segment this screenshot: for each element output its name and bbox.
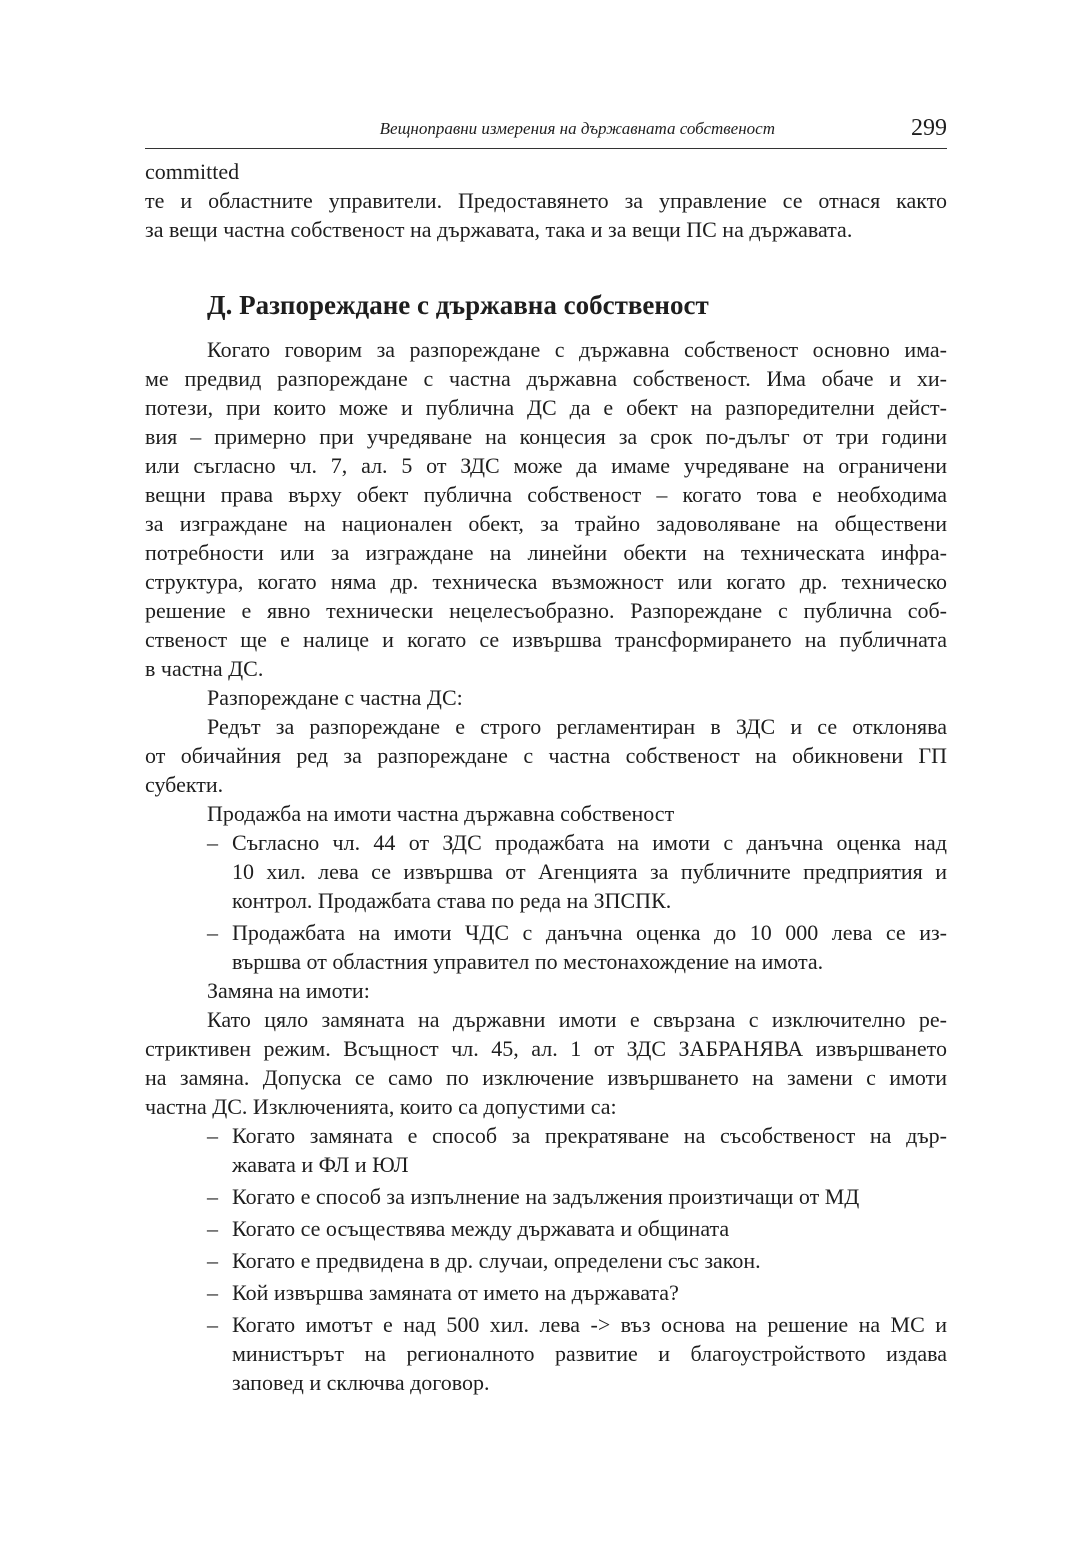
paragraph-line: потези, при които може и публична ДС да е обект на разпоредителни дейст- (145, 395, 947, 420)
paragraph-line: от обичайния ред за разпореждане с частна собственост на обикновени ГП (145, 743, 947, 768)
paragraph-line: или съгласно чл. 7, ал. 5 от ЗДС може да имаме учредяване на ограничени (145, 453, 947, 478)
bullet-line: – Съгласно чл. 44 от ЗДС продажбата на имоти с данъчна оценка над (207, 830, 947, 855)
subheading-exchange: Замяна на имоти: (207, 978, 370, 1003)
paragraph-line: частна ДС. Изключенията, които са допустими са: (145, 1094, 617, 1119)
bullet-dash: – (207, 1248, 218, 1273)
bullet-dash: – (207, 1280, 218, 1305)
bullet-line: – Когато е способ за изпълнение на задължения произтичащи от МД (207, 1184, 860, 1209)
intro-line: за вещи частна собственост на държавата, така и за вещи ПС на държавата. (145, 217, 853, 242)
bullet-line: контрол. Продажбата става по реда на ЗПСПК. (232, 888, 672, 913)
paragraph-line: в частна ДС. (145, 656, 264, 681)
list-item (145, 1121, 947, 1179)
list-item (145, 1246, 947, 1275)
subheading-private-disposal: Разпореждане с частна ДС: (207, 685, 463, 710)
bullet-line: вършва от областния управител по местонахождение на имота. (232, 949, 824, 974)
bullet-dash: – (207, 830, 218, 855)
paragraph-line: вия – примерно при учредяване на концесия за срок по-дълъг от три години (145, 424, 947, 449)
bullet-line: – Когато имотът е над 500 хил. лева -> въз основа на решение на МС и (207, 1312, 947, 1337)
paragraph-1 (145, 335, 947, 683)
bullet-dash: – (207, 1312, 218, 1337)
intro-line: committed (145, 159, 240, 184)
paragraph-line: потребности или за изграждане на линейни обекти на техническата инфра- (145, 540, 947, 565)
intro-line: те и областните управители. Предоставянето за управление се отнася както (145, 188, 947, 213)
subheading-sale: Продажба на имоти частна държавна собственост (207, 801, 675, 826)
paragraph-line: вещни права върху обект публична собственост – когато това е необходима (145, 482, 947, 507)
page-body (145, 157, 947, 1397)
paragraph-line: решение е явно технически нецелесъобразно. Разпореждане с публична соб- (145, 598, 947, 623)
bullet-dash: – (207, 1123, 218, 1148)
paragraph-2 (145, 712, 947, 799)
paragraph-line: ственост ще е налице и когато се извършва трансформирането на публичната (145, 627, 947, 652)
sale-bullet-list (145, 828, 947, 976)
list-item (145, 1182, 947, 1211)
running-title: Вещноправни измерения на държавната собственост (379, 119, 775, 138)
bullet-line: 10 хил. лева се извършва от Агенцията за публичните предприятия и (232, 859, 947, 884)
bullet-line: жавата и ФЛ и ЮЛ (232, 1152, 409, 1177)
bullet-dash: – (207, 920, 218, 945)
bullet-line: – Когато се осъществява между държавата и общината (207, 1216, 730, 1241)
paragraph-line: Когато говорим за разпореждане с държавна собственост основно има- (207, 337, 947, 362)
list-item (145, 918, 947, 976)
exchange-bullet-list (145, 1121, 947, 1397)
bullet-line: – Продажбата на имоти ЧДС с данъчна оценка до 10 000 лева се из- (207, 920, 947, 945)
paragraph-line: за изграждане на национален обект, за трайно задоволяване на обществени (145, 511, 947, 536)
list-item (145, 1310, 947, 1397)
bullet-line: – Когато замяната е способ за прекратяване на съсобственост на дър- (207, 1123, 947, 1148)
paragraph-line: Редът за разпореждане е строго регламентиран в ЗДС и се отклонява (207, 714, 947, 739)
bullet-dash: – (207, 1184, 218, 1209)
paragraph-line: структура, когато няма др. техническа възможност или когато др. техническо (145, 569, 947, 594)
bullet-line: – Кой извършва замяната от името на държавата? (207, 1280, 679, 1305)
paragraph-line: на замяна. Допуска се само по изключение извършването на замени с имоти (145, 1065, 947, 1090)
running-header (145, 114, 947, 149)
list-item (145, 1214, 947, 1243)
bullet-line: заповед и сключва договор. (232, 1370, 490, 1395)
bullet-line: – Когато е предвидена в др. случаи, определени със закон. (207, 1248, 761, 1273)
section-heading: Д. Разпореждане с държавна собственост (207, 290, 709, 320)
paragraph-3 (145, 1005, 947, 1121)
paragraph-line: субекти. (145, 772, 224, 797)
bullet-line: министърът на регионалното развитие и благоустройството издава (232, 1341, 947, 1366)
list-item (145, 1278, 947, 1307)
list-item (145, 828, 947, 915)
bullet-dash: – (207, 1216, 218, 1241)
paragraph-line: Като цяло замяната на държавни имоти е свързана с изключително ре- (207, 1007, 947, 1032)
page-number: 299 (911, 115, 947, 141)
paragraph-line: ме предвид разпореждане с частна държавна собственост. Има обаче и хи- (145, 366, 947, 391)
paragraph-line: стриктивен режим. Всъщност чл. 45, ал. 1 от ЗДС ЗАБРАНЯВА извършването (145, 1036, 947, 1061)
